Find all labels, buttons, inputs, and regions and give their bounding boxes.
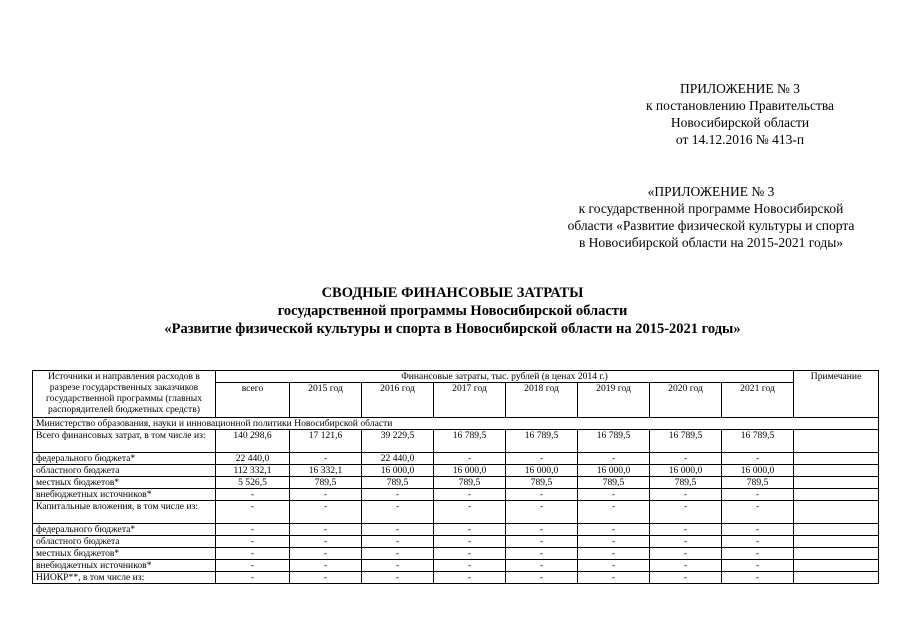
- value-cell: -: [434, 501, 506, 524]
- value-cell: -: [578, 560, 650, 572]
- table-row: [33, 572, 879, 584]
- ministry-row: Министерство образования, науки и инновационной политики Новосибирской области: [33, 418, 879, 430]
- value-cell: -: [722, 524, 794, 536]
- value-cell: -: [650, 572, 722, 584]
- value-cell: -: [722, 548, 794, 560]
- title-program-name: «Развитие физической культуры и спорта в Новосибирской области на 2015-2021 годы»: [164, 321, 741, 337]
- value-cell: 16 789,5: [650, 430, 722, 453]
- row-label: внебюджетных источников*: [33, 560, 216, 572]
- value-cell: -: [216, 572, 290, 584]
- value-cell: 789,5: [650, 477, 722, 489]
- column-header: 2018 год: [506, 383, 578, 418]
- table-row: [33, 536, 879, 548]
- value-cell: -: [434, 548, 506, 560]
- value-cell: -: [216, 548, 290, 560]
- table-row: [33, 548, 879, 560]
- value-cell: -: [578, 501, 650, 524]
- table-row: [33, 489, 879, 501]
- value-cell: -: [650, 524, 722, 536]
- row-label: НИОКР**, в том числе из:: [33, 572, 216, 584]
- row-label: местных бюджетов*: [33, 477, 216, 489]
- value-cell: 16 000,0: [362, 465, 434, 477]
- column-header: 2016 год: [362, 383, 434, 418]
- value-cell: 140 298,6: [216, 430, 290, 453]
- title-main: СВОДНЫЕ ФИНАНСОВЫЕ ЗАТРАТЫ: [321, 285, 584, 301]
- value-cell: -: [362, 572, 434, 584]
- source-header: Источники и направления расходов в разрезе государственных заказчиков государственной программы (главных распорядителей бюджетных средств): [33, 371, 216, 418]
- note-cell: [794, 548, 879, 560]
- value-cell: 39 229,5: [362, 430, 434, 453]
- note-cell: [794, 501, 879, 524]
- value-cell: -: [650, 501, 722, 524]
- program-appendix-number: «ПРИЛОЖЕНИЕ № 3: [647, 184, 775, 199]
- row-label: Капитальные вложения, в том числе из:: [33, 501, 216, 524]
- value-cell: -: [290, 501, 362, 524]
- note-cell: [794, 465, 879, 477]
- note-cell: [794, 477, 879, 489]
- value-cell: -: [578, 572, 650, 584]
- value-cell: -: [362, 548, 434, 560]
- value-cell: -: [290, 524, 362, 536]
- table-row: [33, 560, 879, 572]
- value-cell: 789,5: [722, 477, 794, 489]
- column-header: 2019 год: [578, 383, 650, 418]
- value-cell: 17 121,6: [290, 430, 362, 453]
- row-label: местных бюджетов*: [33, 548, 216, 560]
- table-row: [33, 465, 879, 477]
- value-cell: -: [434, 489, 506, 501]
- note-cell: [794, 560, 879, 572]
- value-cell: -: [650, 489, 722, 501]
- table-row: [33, 453, 879, 465]
- value-cell: -: [362, 560, 434, 572]
- value-cell: -: [578, 524, 650, 536]
- value-cell: 16 789,5: [434, 430, 506, 453]
- note-cell: [794, 524, 879, 536]
- value-cell: -: [216, 524, 290, 536]
- table-row: [33, 477, 879, 489]
- value-cell: 789,5: [290, 477, 362, 489]
- value-cell: 22 440,0: [362, 453, 434, 465]
- row-label: федерального бюджета*: [33, 524, 216, 536]
- value-cell: -: [290, 489, 362, 501]
- column-header: 2020 год: [650, 383, 722, 418]
- note-cell: [794, 536, 879, 548]
- value-cell: -: [722, 453, 794, 465]
- appendix-resolution-ref: к постановлению Правительства: [645, 98, 835, 113]
- column-header: всего: [216, 383, 290, 418]
- value-cell: -: [578, 536, 650, 548]
- note-header: Примечание: [794, 371, 879, 418]
- value-cell: -: [506, 453, 578, 465]
- note-cell: [794, 430, 879, 453]
- value-cell: -: [722, 572, 794, 584]
- value-cell: -: [650, 536, 722, 548]
- value-cell: 16 000,0: [722, 465, 794, 477]
- value-cell: 16 000,0: [434, 465, 506, 477]
- value-cell: -: [216, 560, 290, 572]
- value-cell: -: [434, 560, 506, 572]
- value-cell: -: [578, 548, 650, 560]
- appendix-region: Новосибирской области: [670, 115, 810, 130]
- value-cell: 789,5: [434, 477, 506, 489]
- note-cell: [794, 572, 879, 584]
- program-appendix-ref: к государственной программе Новосибирской: [578, 201, 844, 216]
- table-row: [33, 501, 879, 524]
- value-cell: 789,5: [578, 477, 650, 489]
- row-label: внебюджетных источников*: [33, 489, 216, 501]
- value-cell: 16 000,0: [506, 465, 578, 477]
- value-cell: -: [506, 548, 578, 560]
- appendix-resolution-block: [600, 80, 880, 148]
- appendix-date: от 14.12.2016 № 413-п: [675, 132, 805, 147]
- financial-costs-table: [32, 370, 879, 584]
- value-cell: -: [722, 501, 794, 524]
- value-cell: 789,5: [362, 477, 434, 489]
- value-cell: 789,5: [506, 477, 578, 489]
- value-cell: -: [290, 453, 362, 465]
- value-cell: -: [506, 536, 578, 548]
- note-cell: [794, 489, 879, 501]
- value-cell: -: [362, 489, 434, 501]
- value-cell: 16 000,0: [578, 465, 650, 477]
- value-cell: -: [362, 524, 434, 536]
- value-cell: 16 789,5: [506, 430, 578, 453]
- row-label: областного бюджета: [33, 536, 216, 548]
- value-cell: -: [578, 489, 650, 501]
- note-cell: [794, 453, 879, 465]
- value-cell: -: [434, 524, 506, 536]
- value-cell: -: [722, 536, 794, 548]
- value-cell: 16 000,0: [650, 465, 722, 477]
- value-cell: -: [434, 453, 506, 465]
- value-cell: -: [506, 572, 578, 584]
- value-cell: -: [290, 536, 362, 548]
- column-header: 2015 год: [290, 383, 362, 418]
- value-cell: -: [650, 560, 722, 572]
- program-appendix-period: в Новосибирской области на 2015-2021 годы»: [578, 235, 844, 250]
- value-cell: 16 332,1: [290, 465, 362, 477]
- value-cell: 16 789,5: [578, 430, 650, 453]
- value-cell: -: [722, 489, 794, 501]
- value-cell: -: [290, 560, 362, 572]
- value-cell: -: [216, 536, 290, 548]
- value-cell: -: [506, 501, 578, 524]
- value-cell: -: [216, 489, 290, 501]
- value-cell: -: [722, 560, 794, 572]
- row-label: областного бюджета: [33, 465, 216, 477]
- value-cell: 5 526,5: [216, 477, 290, 489]
- value-cell: -: [216, 501, 290, 524]
- value-cell: -: [578, 453, 650, 465]
- row-label: федерального бюджета*: [33, 453, 216, 465]
- title-program: государственной программы Новосибирской области: [277, 303, 628, 319]
- finance-header: Финансовые затраты, тыс. рублей (в ценах 2014 г.): [216, 371, 794, 383]
- table-row: [33, 430, 879, 453]
- value-cell: -: [434, 572, 506, 584]
- value-cell: -: [650, 548, 722, 560]
- appendix-program-block: [538, 183, 884, 251]
- value-cell: 22 440,0: [216, 453, 290, 465]
- column-header: 2021 год: [722, 383, 794, 418]
- value-cell: -: [506, 489, 578, 501]
- value-cell: -: [506, 560, 578, 572]
- value-cell: -: [362, 536, 434, 548]
- value-cell: -: [290, 572, 362, 584]
- table-row: [33, 524, 879, 536]
- value-cell: 16 789,5: [722, 430, 794, 453]
- value-cell: -: [362, 501, 434, 524]
- value-cell: -: [290, 548, 362, 560]
- row-label: Всего финансовых затрат, в том числе из:: [33, 430, 216, 453]
- value-cell: -: [434, 536, 506, 548]
- document-title: [0, 284, 905, 338]
- appendix-number: ПРИЛОЖЕНИЕ № 3: [679, 81, 801, 96]
- value-cell: 112 332,1: [216, 465, 290, 477]
- value-cell: -: [650, 453, 722, 465]
- value-cell: -: [506, 524, 578, 536]
- program-appendix-name: области «Развитие физической культуры и спорта: [567, 218, 855, 233]
- column-header: 2017 год: [434, 383, 506, 418]
